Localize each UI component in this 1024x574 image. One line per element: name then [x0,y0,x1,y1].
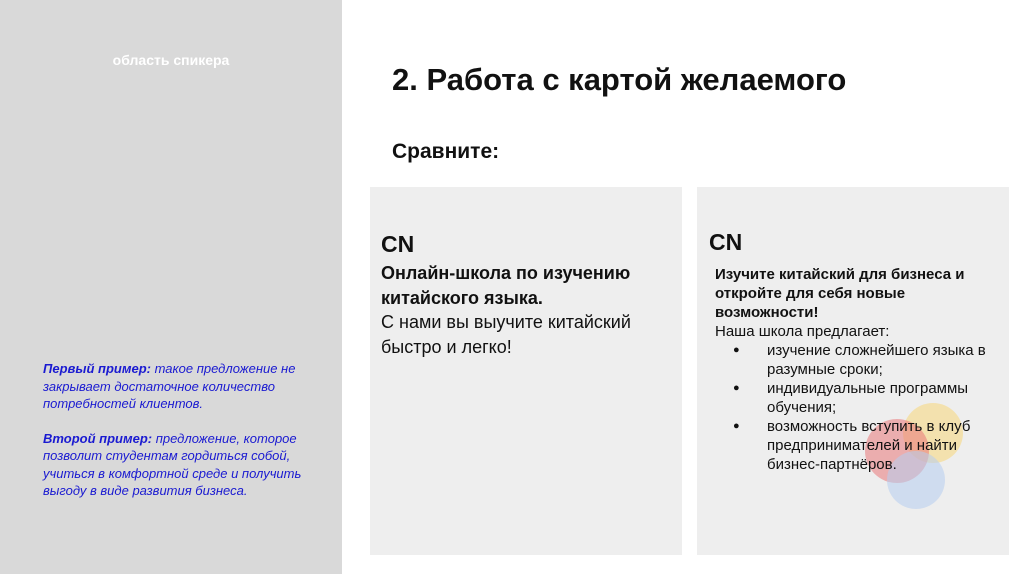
card-right-intro: Наша школа предлагает: [715,323,890,340]
card-left [370,187,682,555]
card-right-heading: CN [709,229,743,255]
example-2-label: Второй пример: [43,430,153,446]
list-item: ● изучение сложнейшего языка в разумные сроки; [715,341,1005,379]
card-right [697,187,1009,555]
example-2-text: предложение, которое позволит студентам гордиться собой, учиться в комфортной среде и получить выгоду в виде развития бизнеса. [43,430,302,498]
card-left-body [381,261,681,359]
speaker-label: область спикера [112,52,230,68]
list-item: ● индивидуальные программы обучения; [715,379,1005,417]
slide-title: 2. Работа с картой желаемого [392,62,847,97]
card-right-headline: Изучите китайский для бизнеса и откройте для себя новые возможности! [715,266,965,321]
card-right-bullet-list [715,341,1005,474]
example-2-note [43,430,313,500]
example-1-label: Первый пример: [43,361,151,376]
speaker-notes [43,360,313,517]
card-left-headline: Онлайн-школа по изучению китайского языка. [381,263,631,308]
card-left-text: С нами вы выучите китайский быстро и легко! [381,312,631,357]
list-item: ● возможность вступить в клуб предпринимателей и найти бизнес-партнёров. [715,417,1005,474]
example-1-note [43,360,313,413]
card-right-body [715,265,1005,474]
card-left-heading: CN [381,231,415,257]
example-1-text: такое предложение не закрывает достаточное количество потребностей клиентов. [43,361,296,411]
speaker-panel [0,0,342,574]
slide-subtitle: Сравните: [392,140,500,163]
